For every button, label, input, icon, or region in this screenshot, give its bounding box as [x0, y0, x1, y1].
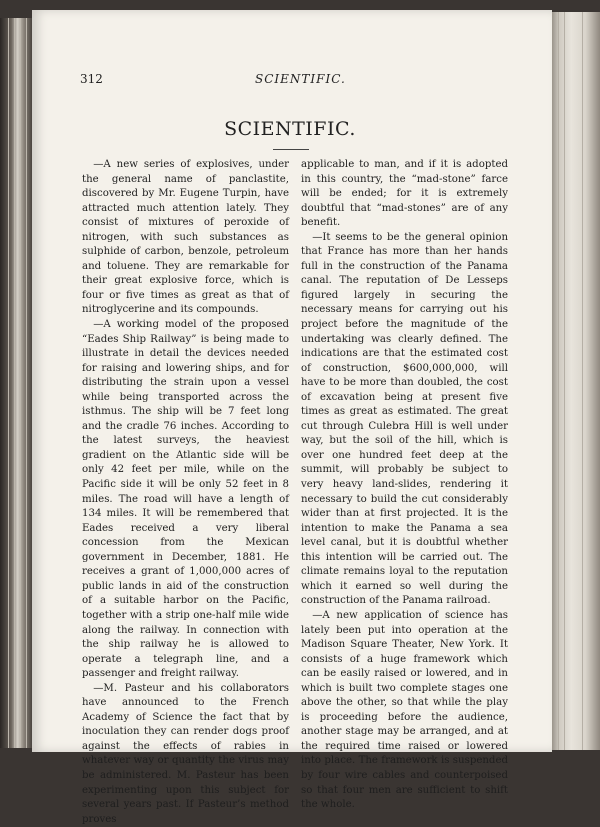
binding-edge [26, 18, 27, 748]
paragraph-panclastite: —A new series of explosives, under the general name of panclastite, discovered by Mr. Eugene Turpin, have attracted much attention lately. They consist of mixtures of peroxide of nitrogen, with such substances as sulphide of carbon, benzole, petroleum and toluene. They are remarkable for their great explosive force, which is four or five times as great as that of nitroglycerine and its compounds. [82, 159, 289, 316]
binding-edge [8, 18, 9, 748]
binding-edge [20, 18, 21, 748]
book-binding [0, 18, 32, 748]
page-edge-line [582, 12, 583, 750]
paragraph-mad-stone: applicable to man, and if it is adopted in this country, the “mad-stone” farce will be ended; for it is extremely doubtful that “mad-stones” are of any benefit. [301, 159, 508, 229]
title-rule [273, 149, 309, 150]
page-edge-line [564, 12, 565, 750]
page-number: 312 [80, 72, 103, 86]
paragraph-panama-canal: —It seems to be the general opinion that France has more than her hands full in the construction of the Panama canal. The reputation of De Lesseps figured largely in securing the necessary means for carrying out his project before the magnitude of the undertaking was clearly defined. The indications are that the estimated cost of construction, $600,000,000, will have to be more than doubled, the cost of excavation being at present five times as great as estimated. The great cut through Culebra Hill is well under way, but the soil of the hill, which is over one hundred feet deep at the summit, will probably be subject to very heavy land-slides, rendering it necessary to build the cut considerably wider than at first projected. It is the intention to make the Panama a sea level canal, but it is doubtful whether this intention will be carried out. The climate remains loyal to the reputation which it earned so well during the construction of the Panama railroad. [301, 231, 508, 607]
paragraph-ship-railway: —A working model of the proposed “Eades Ship Railway” is being made to illustrate in detail the devices needed for raising and lowering ships, and for distributing the strain upon a vessel while being transported across the isthmus. The ship will be 7 feet long and the cradle 76 inches. According to the latest surveys, the heaviest gradient on the Atlantic side will be only 42 feet per mile, while on the Pacific side it will be only 52 feet in 8 miles. The road will have a length of 134 miles. It will be remembered that Eades received a very liberal concession from the Mexican government in December, 1881. He receives a grant of 1,000,000 acres of public lands in aid of the construction of a suitable harbor on the Pacific, together with a strip one-half mile wide along the railway. In connection with the ship railway he is allowed to operate a telegraph line, and a passenger and freight railway. [82, 319, 289, 680]
left-column [82, 158, 289, 827]
right-column [301, 158, 508, 813]
paragraph-pasteur: —M. Pasteur and his collaborators have announced to the French Academy of Science the fact that by inoculation they can render dogs proof against the effects of rabies in whatever way or quantity the virus may be administered. M. Pasteur has been experimenting upon this subject for several years past. If Pasteur’s method proves [82, 682, 289, 825]
page-stack-edge [552, 12, 600, 750]
page-edge-line [558, 12, 559, 750]
paragraph-madison-square: —A new application of science has lately been put into operation at the Madison Square Theater, New York. It consists of a huge framework which can be easily raised or lowered, and in which is built two complete stages one above the other, so that while the play is proceeding before the audience, another stage may be arranged, and at the required time raised or lowered into place. The framework is suspended by four wire cables and counterpoised so that four men are sufficient to shift the whole. [301, 609, 508, 811]
binding-edge [14, 18, 15, 748]
running-head: SCIENTIFIC. [255, 72, 346, 86]
page-header [80, 72, 550, 88]
page-title: SCIENTIFIC. [224, 118, 356, 140]
